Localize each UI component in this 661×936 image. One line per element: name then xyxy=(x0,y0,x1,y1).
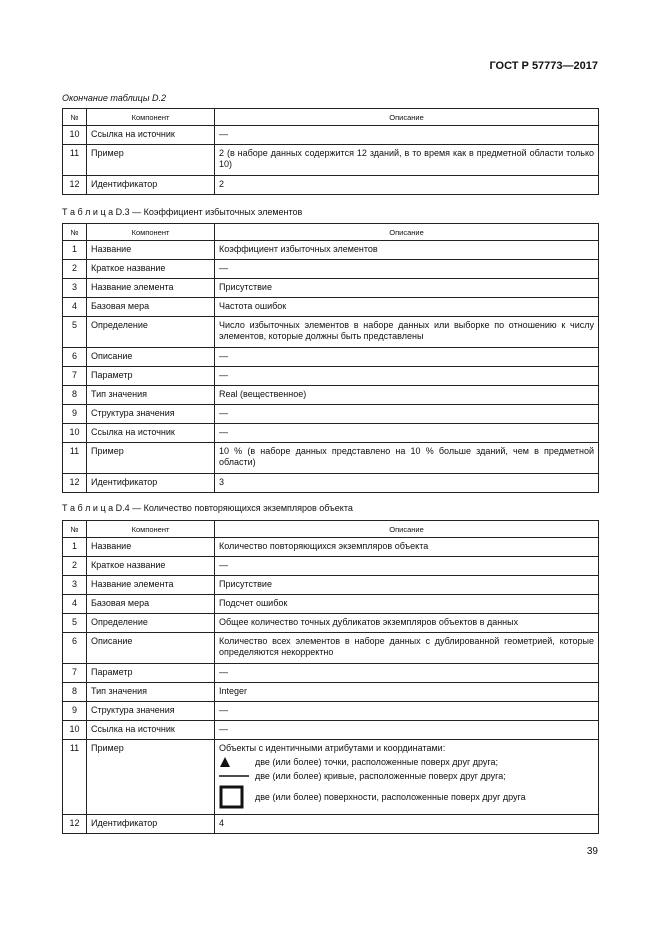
table-row xyxy=(63,614,599,633)
row-component: Название xyxy=(87,538,215,557)
table-row xyxy=(63,298,599,317)
table-row xyxy=(63,386,599,405)
example-surfaces-line xyxy=(219,785,594,809)
row-description: Число избыточных элементов в наборе данных или выборке по отношению к числу элементов, которые должны быть представлены xyxy=(215,317,599,348)
row-num: 2 xyxy=(63,260,87,279)
table-row xyxy=(63,664,599,683)
row-num: 5 xyxy=(63,317,87,348)
page-number: 39 xyxy=(586,846,598,857)
row-num: 8 xyxy=(63,386,87,405)
example-points-line xyxy=(219,756,594,768)
row-num: 4 xyxy=(63,595,87,614)
row-description: — xyxy=(215,405,599,424)
table-row xyxy=(63,576,599,595)
row-num: 12 xyxy=(63,474,87,493)
row-component: Параметр xyxy=(87,664,215,683)
header-description: Описание xyxy=(215,224,599,241)
row-component: Краткое название xyxy=(87,260,215,279)
row-component: Определение xyxy=(87,614,215,633)
row-description: 10 % (в наборе данных представлено на 10 % больше зданий, чем в предметной области) xyxy=(215,443,599,474)
row-num: 5 xyxy=(63,614,87,633)
table-d2-caption: Окончание таблицы D.2 xyxy=(62,93,166,103)
row-num: 3 xyxy=(63,576,87,595)
row-component: Тип значения xyxy=(87,683,215,702)
table-row xyxy=(63,538,599,557)
row-description: 3 xyxy=(215,474,599,493)
table-row xyxy=(63,683,599,702)
row-description: — xyxy=(215,348,599,367)
row-num: 1 xyxy=(63,538,87,557)
row-component: Базовая мера xyxy=(87,595,215,614)
row-component: Параметр xyxy=(87,367,215,386)
table-row xyxy=(63,260,599,279)
row-num: 8 xyxy=(63,683,87,702)
row-num: 10 xyxy=(63,721,87,740)
row-description: — xyxy=(215,702,599,721)
row-description: — xyxy=(215,557,599,576)
table-header-row xyxy=(63,109,599,126)
table-row xyxy=(63,474,599,493)
table-row xyxy=(63,145,599,176)
table-row-example xyxy=(63,740,599,815)
row-description: Коэффициент избыточных элементов xyxy=(215,241,599,260)
row-component: Идентификатор xyxy=(87,815,215,834)
example-curves-line xyxy=(219,770,594,782)
row-component: Описание xyxy=(87,633,215,664)
row-description: Подсчет ошибок xyxy=(215,595,599,614)
header-description: Описание xyxy=(215,521,599,538)
row-description-example xyxy=(215,740,599,815)
row-num: 6 xyxy=(63,348,87,367)
table-row xyxy=(63,702,599,721)
row-component: Пример xyxy=(87,443,215,474)
header-component: Компонент xyxy=(87,224,215,241)
example-intro: Объекты с идентичными атрибутами и координатами: xyxy=(219,743,446,753)
row-component: Определение xyxy=(87,317,215,348)
header-num: № xyxy=(63,224,87,241)
row-component: Название элемента xyxy=(87,576,215,595)
row-description: — xyxy=(215,424,599,443)
table-header-row xyxy=(63,224,599,241)
table-d4-caption: Т а б л и ц а D.4 — Количество повторяющихся экземпляров объекта xyxy=(62,503,353,513)
row-num: 7 xyxy=(63,664,87,683)
row-description: 2 (в наборе данных содержится 12 зданий, в то время как в предметной области только 10) xyxy=(215,145,599,176)
table-row xyxy=(63,176,599,195)
table-row xyxy=(63,241,599,260)
row-component: Структура значения xyxy=(87,702,215,721)
row-num: 10 xyxy=(63,424,87,443)
table-row xyxy=(63,348,599,367)
document-id: ГОСТ Р 57773—2017 xyxy=(489,60,598,72)
row-description: Частота ошибок xyxy=(215,298,599,317)
row-description: — xyxy=(215,367,599,386)
table-row xyxy=(63,557,599,576)
row-num: 3 xyxy=(63,279,87,298)
row-component: Тип значения xyxy=(87,386,215,405)
table-d4 xyxy=(62,520,599,834)
row-component: Идентификатор xyxy=(87,474,215,493)
row-component: Идентификатор xyxy=(87,176,215,195)
row-component: Пример xyxy=(87,740,215,815)
row-description: Количество повторяющихся экземпляров объекта xyxy=(215,538,599,557)
row-description: — xyxy=(215,721,599,740)
row-component: Ссылка на источник xyxy=(87,721,215,740)
row-num: 6 xyxy=(63,633,87,664)
row-description: — xyxy=(215,664,599,683)
row-description: Присутствие xyxy=(215,279,599,298)
example-points: две (или более) точки, расположенные поверх друг друга; xyxy=(255,756,498,767)
row-num: 9 xyxy=(63,405,87,424)
row-description: Присутствие xyxy=(215,576,599,595)
square-surface-icon xyxy=(219,785,249,809)
header-component: Компонент xyxy=(87,521,215,538)
header-description: Описание xyxy=(215,109,599,126)
row-component: Название xyxy=(87,241,215,260)
table-row xyxy=(63,721,599,740)
header-num: № xyxy=(63,109,87,126)
row-description: Количество всех элементов в наборе данных с дублированной геометрией, которые определяются некорректно xyxy=(215,633,599,664)
row-component: Краткое название xyxy=(87,557,215,576)
table-row xyxy=(63,367,599,386)
header-num: № xyxy=(63,521,87,538)
table-d3 xyxy=(62,223,599,493)
row-num: 1 xyxy=(63,241,87,260)
table-row xyxy=(63,595,599,614)
table-row xyxy=(63,126,599,145)
row-component: Ссылка на источник xyxy=(87,126,215,145)
table-row xyxy=(63,405,599,424)
row-num: 12 xyxy=(63,176,87,195)
row-num: 2 xyxy=(63,557,87,576)
table-row xyxy=(63,317,599,348)
row-component: Ссылка на источник xyxy=(87,424,215,443)
row-description: Real (вещественное) xyxy=(215,386,599,405)
row-num: 12 xyxy=(63,815,87,834)
row-num: 11 xyxy=(63,145,87,176)
row-description: — xyxy=(215,260,599,279)
triangle-point-icon xyxy=(219,756,249,768)
row-component: Структура значения xyxy=(87,405,215,424)
row-description: Integer xyxy=(215,683,599,702)
row-num: 11 xyxy=(63,740,87,815)
table-row xyxy=(63,424,599,443)
row-component: Название элемента xyxy=(87,279,215,298)
line-curve-icon xyxy=(219,770,249,782)
row-description: — xyxy=(215,126,599,145)
row-num: 9 xyxy=(63,702,87,721)
row-num: 11 xyxy=(63,443,87,474)
row-num: 7 xyxy=(63,367,87,386)
header-component: Компонент xyxy=(87,109,215,126)
row-num: 10 xyxy=(63,126,87,145)
row-component: Пример xyxy=(87,145,215,176)
table-row xyxy=(63,815,599,834)
example-curves: две (или более) кривые, расположенные поверх друг друга; xyxy=(255,770,506,781)
row-component: Описание xyxy=(87,348,215,367)
table-row xyxy=(63,443,599,474)
row-description: 4 xyxy=(215,815,599,834)
table-row xyxy=(63,279,599,298)
example-surfaces: две (или более) поверхности, расположенные поверх друг друга xyxy=(255,791,526,802)
row-description: 2 xyxy=(215,176,599,195)
row-num: 4 xyxy=(63,298,87,317)
row-description: Общее количество точных дубликатов экземпляров объектов в данных xyxy=(215,614,599,633)
table-row xyxy=(63,633,599,664)
table-d3-caption: Т а б л и ц а D.3 — Коэффициент избыточных элементов xyxy=(62,207,303,217)
table-d2 xyxy=(62,108,599,195)
row-component: Базовая мера xyxy=(87,298,215,317)
table-header-row xyxy=(63,521,599,538)
